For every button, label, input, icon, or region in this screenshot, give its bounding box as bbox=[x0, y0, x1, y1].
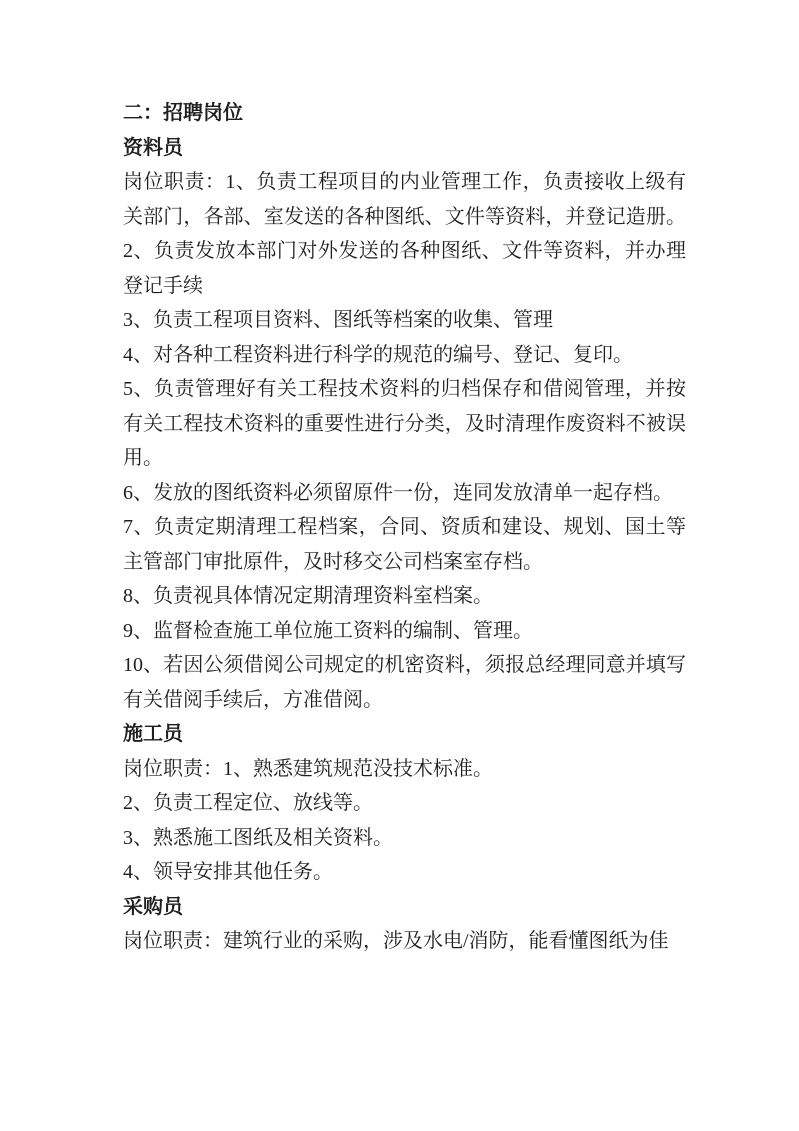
body-text-line: 岗位职责：1、熟悉建筑规范没技术标准。 bbox=[123, 757, 493, 780]
body-text-line: 4、对各种工程资料进行科学的规范的编号、登记、复印。 bbox=[123, 343, 633, 366]
body-text-line: 2、负责工程定位、放线等。 bbox=[123, 792, 373, 814]
document-content bbox=[123, 96, 686, 959]
section-heading-recruit-positions: 二：招聘岗位 bbox=[123, 102, 243, 124]
section-heading-construction-worker: 施工员 bbox=[123, 723, 183, 745]
body-text-line: 关部门，各部、室发送的各种图纸、文件等资料，并登记造册。 bbox=[123, 205, 686, 228]
section-heading-documenter: 资料员 bbox=[123, 136, 183, 159]
body-text-line: 用。 bbox=[123, 447, 163, 469]
body-text-line: 9、监督检查施工单位施工资料的编制、管理。 bbox=[123, 619, 533, 642]
body-text-line: 5、负责管理好有关工程技术资料的归档保存和借阅管理，并按 bbox=[123, 378, 686, 400]
section-heading-purchaser: 采购员 bbox=[123, 895, 183, 918]
body-text-line: 有关借阅手续后，方准借阅。 bbox=[123, 688, 383, 711]
body-text-line: 有关工程技术资料的重要性进行分类，及时清理作废资料不被误 bbox=[123, 412, 686, 435]
body-text-line: 6、发放的图纸资料必须留原件一份，连同发放清单一起存档。 bbox=[123, 481, 673, 504]
body-text-line: 10、若因公须借阅公司规定的机密资料，须报总经理同意并填写 bbox=[123, 654, 686, 676]
body-text-line: 3、熟悉施工图纸及相关资料。 bbox=[123, 826, 393, 849]
body-text-line: 8、负责视具体情况定期清理资料室档案。 bbox=[123, 585, 493, 607]
body-text-line: 主管部门审批原件，及时移交公司档案室存档。 bbox=[123, 550, 543, 573]
body-text-line: 7、负责定期清理工程档案，合同、资质和建设、规划、国土等 bbox=[123, 516, 686, 538]
body-text-line: 登记手续 bbox=[123, 274, 203, 297]
body-text-line: 3、负责工程项目资料、图纸等档案的收集、管理 bbox=[123, 309, 553, 331]
body-text-line: 4、领导安排其他任务。 bbox=[123, 861, 333, 883]
body-text-line: 岗位职责：建筑行业的采购，涉及水电/消防，能看懂图纸为佳 bbox=[123, 930, 669, 952]
body-text-line: 岗位职责：1、负责工程项目的内业管理工作，负责接收上级有 bbox=[123, 171, 686, 193]
body-text-line: 2、负责发放本部门对外发送的各种图纸、文件等资料，并办理 bbox=[123, 240, 686, 262]
